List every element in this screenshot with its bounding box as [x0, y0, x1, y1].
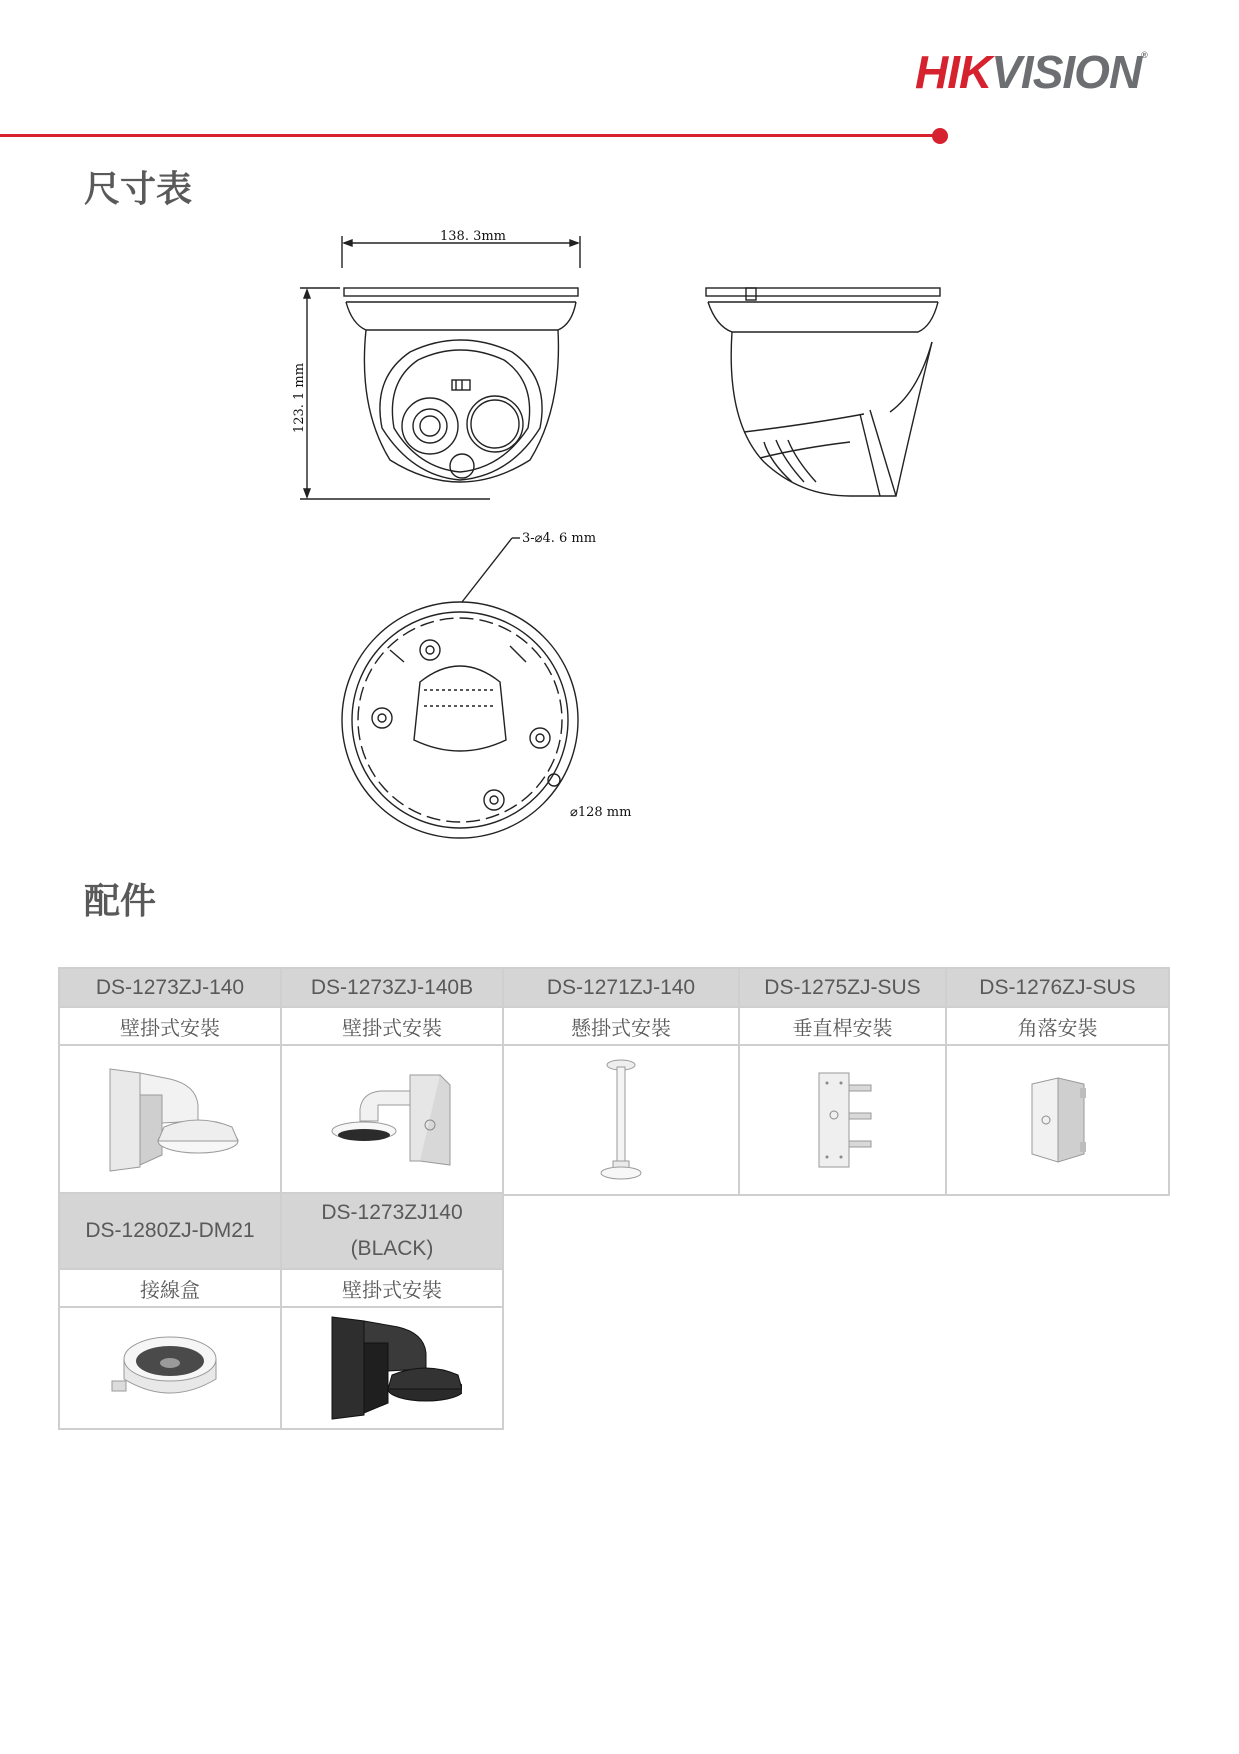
pole-mount-icon	[803, 1065, 883, 1175]
junction-box-icon	[110, 1323, 230, 1413]
dimensions-title: 尺寸表	[84, 169, 193, 210]
camera-base-view-drawing	[330, 530, 650, 850]
accessory-model: DS-1271ZJ-140	[503, 968, 739, 1007]
accessory-desc: 接線盒	[59, 1269, 281, 1307]
accessory-desc: 壁掛式安裝	[281, 1269, 503, 1307]
accessories-table-row2	[58, 1192, 504, 1430]
accessory-model: DS-1280ZJ-DM21	[59, 1193, 281, 1269]
corner-mount-icon	[1018, 1070, 1098, 1170]
dim-base-diameter-label: ⌀128 mm	[570, 805, 632, 820]
accessory-model: DS-1273ZJ-140	[59, 968, 281, 1007]
accessory-image-cell	[503, 1045, 739, 1195]
header-rule-dot	[932, 128, 948, 144]
wall-mount-junction-icon	[322, 1065, 462, 1175]
accessories-title: 配件	[84, 881, 157, 922]
wall-mount-black-icon	[322, 1313, 462, 1423]
dim-width-label: 138. 3mm	[440, 229, 507, 244]
accessory-desc: 垂直桿安裝	[739, 1007, 946, 1045]
pendant-mount-icon	[591, 1055, 651, 1185]
hikvision-logo: HIKVISION®	[915, 46, 1147, 98]
accessory-image-cell	[59, 1307, 281, 1429]
accessory-model-line: DS-1273ZJ140	[321, 1201, 463, 1224]
camera-side-view-drawing	[700, 282, 950, 502]
accessory-image-cell	[946, 1045, 1169, 1195]
accessory-image-cell	[59, 1045, 281, 1195]
accessory-desc: 角落安裝	[946, 1007, 1169, 1045]
accessory-desc: 懸掛式安裝	[503, 1007, 739, 1045]
dim-height-label: 123. 1 mm	[292, 362, 307, 434]
accessory-image-cell	[281, 1307, 503, 1429]
dim-holes-label: 3-⌀4. 6 mm	[522, 531, 597, 546]
accessory-model: DS-1276ZJ-SUS	[946, 968, 1169, 1007]
accessory-desc: 壁掛式安裝	[59, 1007, 281, 1045]
header-rule	[0, 134, 936, 137]
accessory-image-cell	[281, 1045, 503, 1195]
wall-mount-white-icon	[100, 1065, 240, 1175]
accessory-desc: 壁掛式安裝	[281, 1007, 503, 1045]
accessory-model-line: (BLACK)	[350, 1237, 434, 1260]
accessory-model	[281, 1193, 503, 1269]
accessory-model: DS-1275ZJ-SUS	[739, 968, 946, 1007]
accessories-table-row1	[58, 967, 1170, 1196]
accessory-model: DS-1273ZJ-140B	[281, 968, 503, 1007]
accessory-image-cell	[739, 1045, 946, 1195]
camera-front-view-drawing	[290, 228, 600, 508]
